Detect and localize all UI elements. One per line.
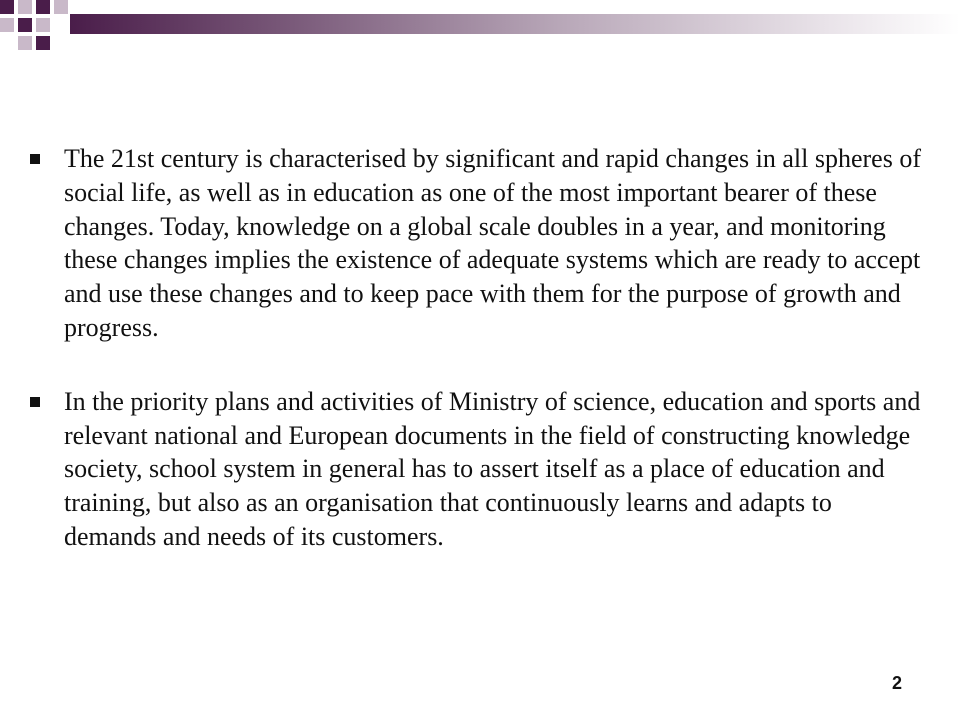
- decor-square: [0, 0, 14, 14]
- decor-square: [18, 36, 32, 50]
- bullet-item: [28, 142, 928, 345]
- decor-square: [36, 18, 50, 32]
- bullet-text: The 21st century is characterised by significant and rapid changes in all spheres of social life, as well as in education as one of the most important bearer of these changes. Today, knowledge on a global scale doubles in a year, and monitoring these changes implies the existence of adequate systems which are ready to accept and use these changes and to keep pace with them for the purpose of growth and progress.: [64, 144, 921, 342]
- decor-square: [36, 36, 50, 50]
- decor-square: [36, 0, 50, 14]
- bullet-text: In the priority plans and activities of Ministry of science, education and sports and relevant national and European documents in the field of constructing knowledge society, school system in general has to assert itself as a place of education and training, but also as an organisation that continuously learns and adapts to demands and needs of its customers.: [64, 386, 921, 551]
- decor-square: [54, 0, 68, 14]
- square-bullet-icon: [30, 154, 40, 164]
- square-bullet-icon: [30, 397, 40, 407]
- bullet-list: [28, 142, 928, 554]
- bullet-item: [28, 385, 928, 554]
- page-number: 2: [891, 673, 902, 693]
- decor-square: [18, 18, 32, 32]
- decor-square: [18, 0, 32, 14]
- header-gradient-bar: [70, 14, 960, 34]
- decor-square: [0, 18, 14, 32]
